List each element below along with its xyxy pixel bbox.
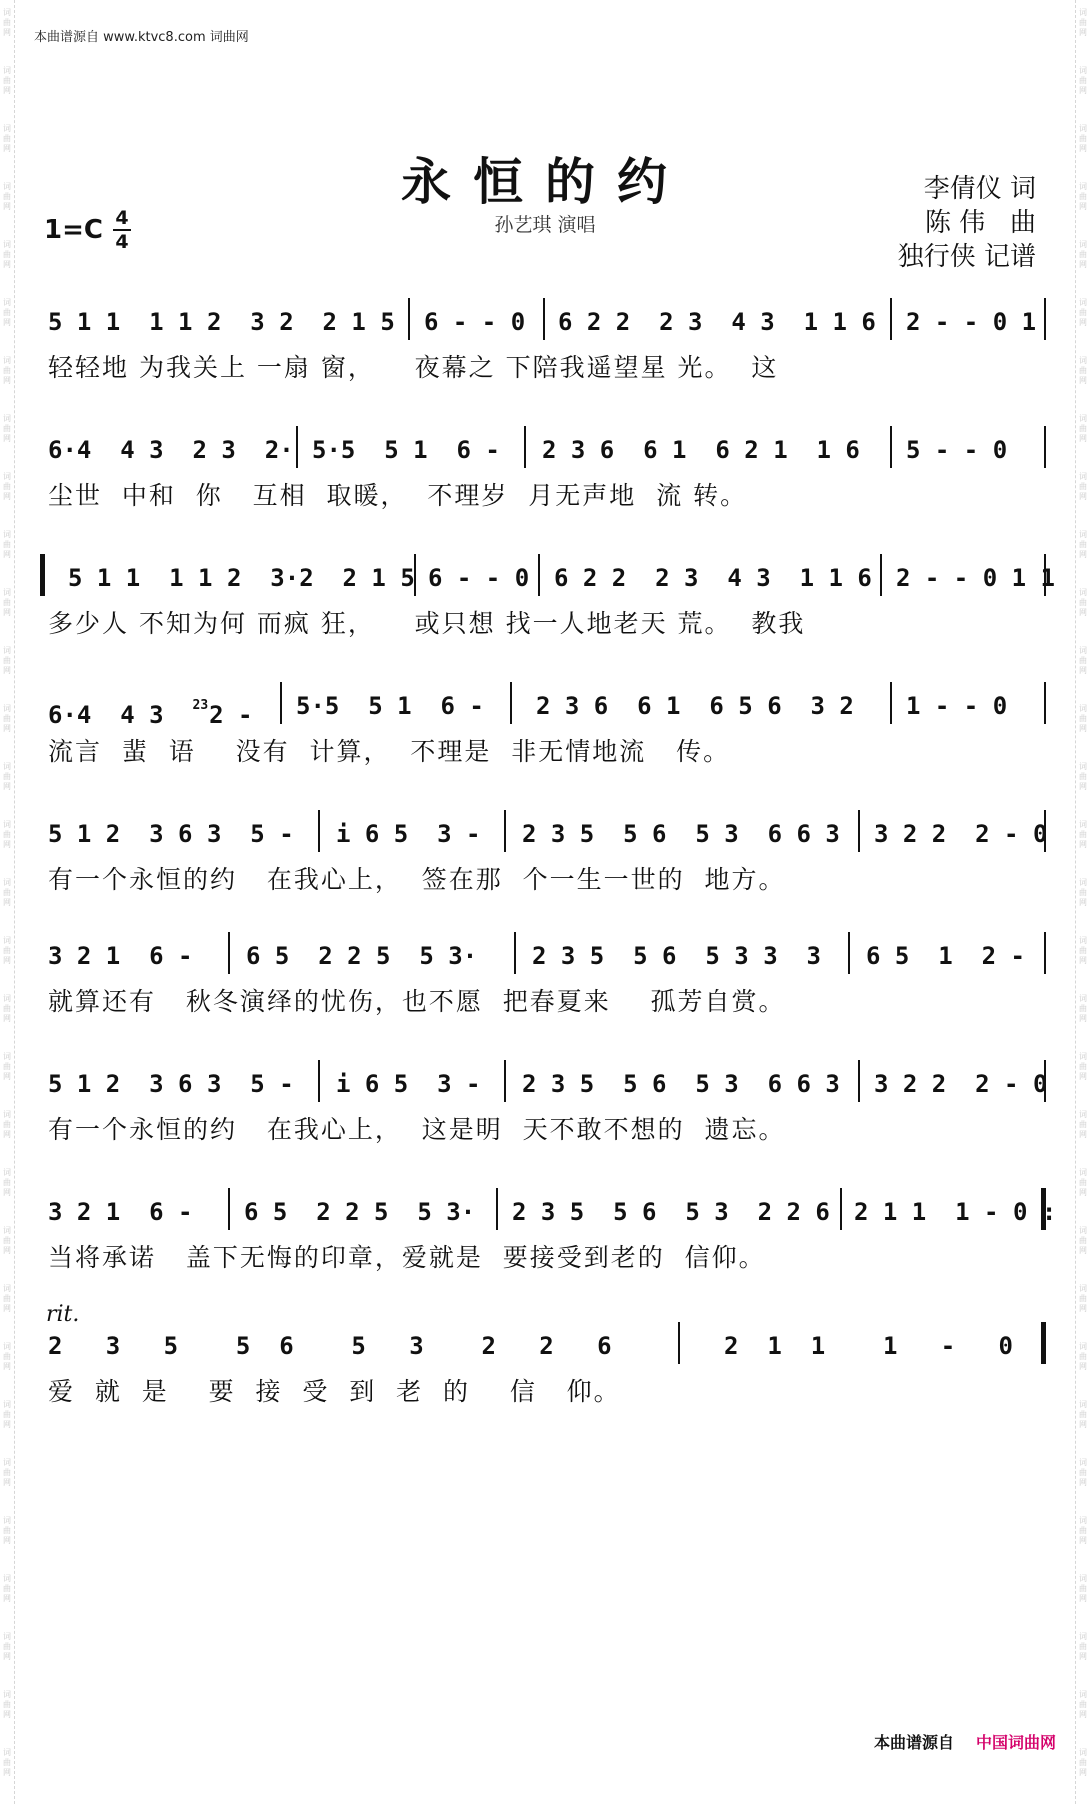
lyrics-line: 尘世 中和 你 互相 取暖， 不理岁 月无声地 流 转。 <box>48 481 748 510</box>
measure: 3 2 1 6 - <box>48 942 193 970</box>
time-top: 4 <box>115 207 129 229</box>
measure: 6 - - 0 <box>428 564 530 592</box>
measure: 2 3 6 6 1 6 5 6 3 2 <box>536 692 854 720</box>
side-watermark-text: 词 曲 网 <box>3 530 11 559</box>
side-watermark-text: 词 曲 网 <box>1079 1400 1087 1429</box>
side-watermark-text: 词 曲 网 <box>3 878 11 907</box>
side-watermark-text: 词 曲 网 <box>3 1168 11 1197</box>
measure: 2 3 5 5 6 5 3 3 3 <box>532 942 821 970</box>
barline <box>504 1060 506 1102</box>
side-watermark-text: 词 曲 网 <box>3 356 11 385</box>
measure: 6 5 2 2 5 5 3· <box>246 942 478 970</box>
side-watermark-text: 词 曲 网 <box>3 1400 11 1429</box>
barline <box>678 1322 680 1364</box>
side-watermark-text: 词 曲 网 <box>3 1226 11 1255</box>
barline <box>1044 1060 1046 1102</box>
right-watermark-strip <box>1075 0 1090 1804</box>
side-watermark-text: 词 曲 网 <box>3 8 11 37</box>
side-watermark-text: 词 曲 网 <box>1079 994 1087 1023</box>
side-watermark-text: 词 曲 网 <box>3 1342 11 1371</box>
measure: 2 1 1 1 - 0 <box>724 1332 1013 1360</box>
barline <box>1044 426 1046 468</box>
side-watermark-text: 词 曲 网 <box>1079 1284 1087 1313</box>
side-watermark-text: 词 曲 网 <box>3 1516 11 1545</box>
side-watermark-text: 词 曲 网 <box>3 994 11 1023</box>
side-watermark-text: 词 曲 网 <box>3 66 11 95</box>
measure: 2 - - 0 1 <box>906 308 1037 336</box>
measure: 3 2 2 2 - 0 <box>874 1070 1048 1098</box>
side-watermark-text: 词 曲 网 <box>1079 530 1087 559</box>
footer-source-label: 本曲谱源自 <box>873 1733 954 1752</box>
left-watermark-strip <box>0 0 15 1804</box>
measure: 3 2 1 6 - <box>48 1198 193 1226</box>
side-watermark-text: 词 曲 网 <box>1079 1342 1087 1371</box>
side-watermark-text: 词 曲 网 <box>3 1284 11 1313</box>
side-watermark-text: 词 曲 网 <box>1079 1458 1087 1487</box>
song-title: 永恒的约 <box>401 152 689 211</box>
side-watermark-text: 词 曲 网 <box>3 1110 11 1139</box>
barline <box>1044 810 1046 852</box>
side-watermark-text: 词 曲 网 <box>3 1574 11 1603</box>
time-bottom: 4 <box>115 231 129 253</box>
measure: 2 3 5 5 6 5 3 2 2 6 <box>48 1332 612 1360</box>
lyrics-line: 有一个永恒的约 在我心上， 签在那 个一生一世的 地方。 <box>48 865 786 894</box>
measure: 6 - - 0 <box>424 308 526 336</box>
notation-line <box>48 1190 1057 1234</box>
measure: 6 2 2 2 3 4 3 1 1 6 <box>558 308 876 336</box>
measure: 2 3 5 5 6 5 3 6 6 3 <box>522 820 840 848</box>
measure: 6 5 2 2 5 5 3· <box>244 1198 476 1226</box>
barline <box>1044 298 1046 340</box>
barline <box>858 1060 860 1102</box>
barline <box>318 1060 320 1102</box>
side-watermark-text: 词 曲 网 <box>1079 878 1087 907</box>
barline <box>890 426 892 468</box>
side-watermark-text: 词 曲 网 <box>3 820 11 849</box>
side-watermark-text: 词 曲 网 <box>1079 182 1087 211</box>
side-watermark-text: 词 曲 网 <box>1079 356 1087 385</box>
side-watermark-text: 词 曲 网 <box>1079 704 1087 733</box>
barline <box>538 554 540 596</box>
side-watermark-text: 词 曲 网 <box>1079 820 1087 849</box>
measure: 2 1 1 1 - 0 : <box>854 1198 1057 1226</box>
side-watermark-text: 词 曲 网 <box>3 472 11 501</box>
barline <box>280 682 282 724</box>
measure: 5 1 2 3 6 3 5 - <box>48 820 294 848</box>
barline <box>296 426 298 468</box>
notation-line <box>48 684 1046 728</box>
side-watermark-text: 词 曲 网 <box>3 182 11 211</box>
side-watermark-text: 词 曲 网 <box>1079 8 1087 37</box>
barline <box>543 298 545 340</box>
side-watermark-text: 词 曲 网 <box>1079 414 1087 443</box>
measure: 5 1 1 1 1 2 3·2 2 1 5 <box>68 564 415 592</box>
measure: 6·4 4 3 2 3 2· <box>48 436 294 464</box>
lyrics-line: 当将承诺 盖下无悔的印章，爱就是 要接受到老的 信仰。 <box>48 1243 766 1272</box>
barline <box>496 1188 498 1230</box>
side-watermark-text: 词 曲 网 <box>3 762 11 791</box>
measure: i 6 5 3 - <box>336 1070 481 1098</box>
side-watermark-text: 词 曲 网 <box>3 1052 11 1081</box>
measure <box>48 684 253 737</box>
barline <box>1044 682 1046 724</box>
lyrics-line: 多少人 不知为何 而疯 狂， 或只想 找一人地老天 荒。 教我 <box>48 609 806 638</box>
side-watermark-text: 词 曲 网 <box>3 1458 11 1487</box>
measure: 5 1 2 3 6 3 5 - <box>48 1070 294 1098</box>
lyrics-line: 就算还有 秋冬演绎的忧伤，也不愿 把春夏来 孤芳自赏。 <box>48 987 786 1016</box>
barline <box>510 682 512 724</box>
lyrics-line: 有一个永恒的约 在我心上， 这是明 天不敢不想的 遗忘。 <box>48 1115 786 1144</box>
final-barline <box>1041 1322 1046 1364</box>
repeat-start-barline <box>40 554 45 596</box>
barline <box>228 932 230 974</box>
side-watermark-text: 词 曲 网 <box>1079 1574 1087 1603</box>
measure-part: 6·4 4 3 <box>48 701 193 729</box>
singer-credit: 孙艺琪 演唱 <box>494 214 596 236</box>
measure: 5·5 5 1 6 - <box>312 436 500 464</box>
barline <box>228 1188 230 1230</box>
measure: 2 3 6 6 1 6 2 1 1 6 <box>542 436 860 464</box>
footer-brand-link[interactable]: 中国词曲网 <box>975 1733 1056 1752</box>
barline <box>1044 554 1046 596</box>
measure: 3 2 2 2 - 0 <box>874 820 1048 848</box>
side-watermark-text: 词 曲 网 <box>1079 1690 1087 1719</box>
measure: 5·5 5 1 6 - <box>296 692 484 720</box>
barline <box>890 682 892 724</box>
side-watermark-text: 词 曲 网 <box>3 1690 11 1719</box>
side-watermark-text: 词 曲 网 <box>1079 240 1087 269</box>
measure: 6 2 2 2 3 4 3 1 1 6 <box>554 564 872 592</box>
grace-notes: 23 <box>192 698 209 713</box>
measure: 2 - - 0 1 1 <box>896 564 1055 592</box>
time-signature <box>113 208 131 252</box>
side-watermark-text: 词 曲 网 <box>3 124 11 153</box>
barline <box>880 554 882 596</box>
barline <box>848 932 850 974</box>
side-watermark-text: 词 曲 网 <box>1079 1168 1087 1197</box>
side-watermark-text: 词 曲 网 <box>3 1748 11 1777</box>
notation-line <box>48 934 1046 978</box>
side-watermark-text: 词 曲 网 <box>1079 1516 1087 1545</box>
side-watermark-text: 词 曲 网 <box>1079 1226 1087 1255</box>
source-footer <box>874 1730 1056 1753</box>
ritardando-marking: rit. <box>46 1302 80 1327</box>
side-watermark-text: 词 曲 网 <box>1079 1110 1087 1139</box>
measure: i 6 5 3 - <box>336 820 481 848</box>
barline <box>890 298 892 340</box>
side-watermark-text: 词 曲 网 <box>1079 1052 1087 1081</box>
side-watermark-text: 词 曲 网 <box>1079 762 1087 791</box>
key-signature <box>44 208 131 252</box>
measure: 2 3 5 5 6 5 3 6 6 3 <box>522 1070 840 1098</box>
barline <box>1044 932 1046 974</box>
side-watermark-text: 词 曲 网 <box>3 936 11 965</box>
barline <box>840 1188 842 1230</box>
side-watermark-text: 词 曲 网 <box>1079 298 1087 327</box>
transcriber-credit: 独行侠 记谱 <box>897 242 1036 272</box>
notation-line <box>48 1062 1046 1106</box>
repeat-end-barline <box>1041 1188 1046 1230</box>
barline <box>414 554 416 596</box>
barline <box>318 810 320 852</box>
side-watermark-text: 词 曲 网 <box>1079 646 1087 675</box>
side-watermark-text: 词 曲 网 <box>1079 124 1087 153</box>
side-watermark-text: 词 曲 网 <box>1079 1748 1087 1777</box>
measure-part: 2 - <box>209 701 253 729</box>
lyricist-credit: 李倩仪 词 <box>923 174 1036 204</box>
composer-credit: 陈 伟 曲 <box>924 208 1036 238</box>
side-watermark-text: 词 曲 网 <box>3 240 11 269</box>
side-watermark-text: 词 曲 网 <box>1079 472 1087 501</box>
measure: 1 - - 0 <box>906 692 1008 720</box>
barline <box>524 426 526 468</box>
notation-line <box>48 300 1046 344</box>
lyrics-line: 爱 就 是 要 接 受 到 老 的 信 仰。 <box>48 1377 621 1406</box>
side-watermark-text: 词 曲 网 <box>3 588 11 617</box>
side-watermark-text: 词 曲 网 <box>1079 936 1087 965</box>
side-watermark-text: 词 曲 网 <box>1079 588 1087 617</box>
barline <box>514 932 516 974</box>
side-watermark-text: 词 曲 网 <box>3 704 11 733</box>
side-watermark-text: 词 曲 网 <box>3 646 11 675</box>
side-watermark-text: 词 曲 网 <box>3 414 11 443</box>
side-watermark-text: 词 曲 网 <box>1079 1632 1087 1661</box>
key-label: 1=C <box>44 215 103 245</box>
source-header: 本曲谱源自 www.ktvc8.com 词曲网 <box>34 30 249 45</box>
lyrics-line: 流言 蜚 语 没有 计算， 不理是 非无情地流 传。 <box>48 737 731 766</box>
measure: 2 3 5 5 6 5 3 2 2 6 <box>512 1198 830 1226</box>
measure: 5 1 1 1 1 2 3 2 2 1 5 <box>48 308 395 336</box>
measure: 5 - - 0 <box>906 436 1008 464</box>
barline <box>858 810 860 852</box>
barline <box>408 298 410 340</box>
barline <box>504 810 506 852</box>
notation-line <box>48 428 1046 472</box>
side-watermark-text: 词 曲 网 <box>1079 66 1087 95</box>
side-watermark-text: 词 曲 网 <box>3 1632 11 1661</box>
credits-block <box>898 172 1036 274</box>
lyrics-line: 轻轻地 为我关上 一扇 窗， 夜幕之 下陪我遥望星 光。 这 <box>48 353 779 382</box>
side-watermark-text: 词 曲 网 <box>3 298 11 327</box>
notation-line <box>48 812 1046 856</box>
notation-line <box>48 1324 1046 1368</box>
measure: 6 5 1 2 - <box>866 942 1025 970</box>
notation-line <box>48 556 1055 600</box>
